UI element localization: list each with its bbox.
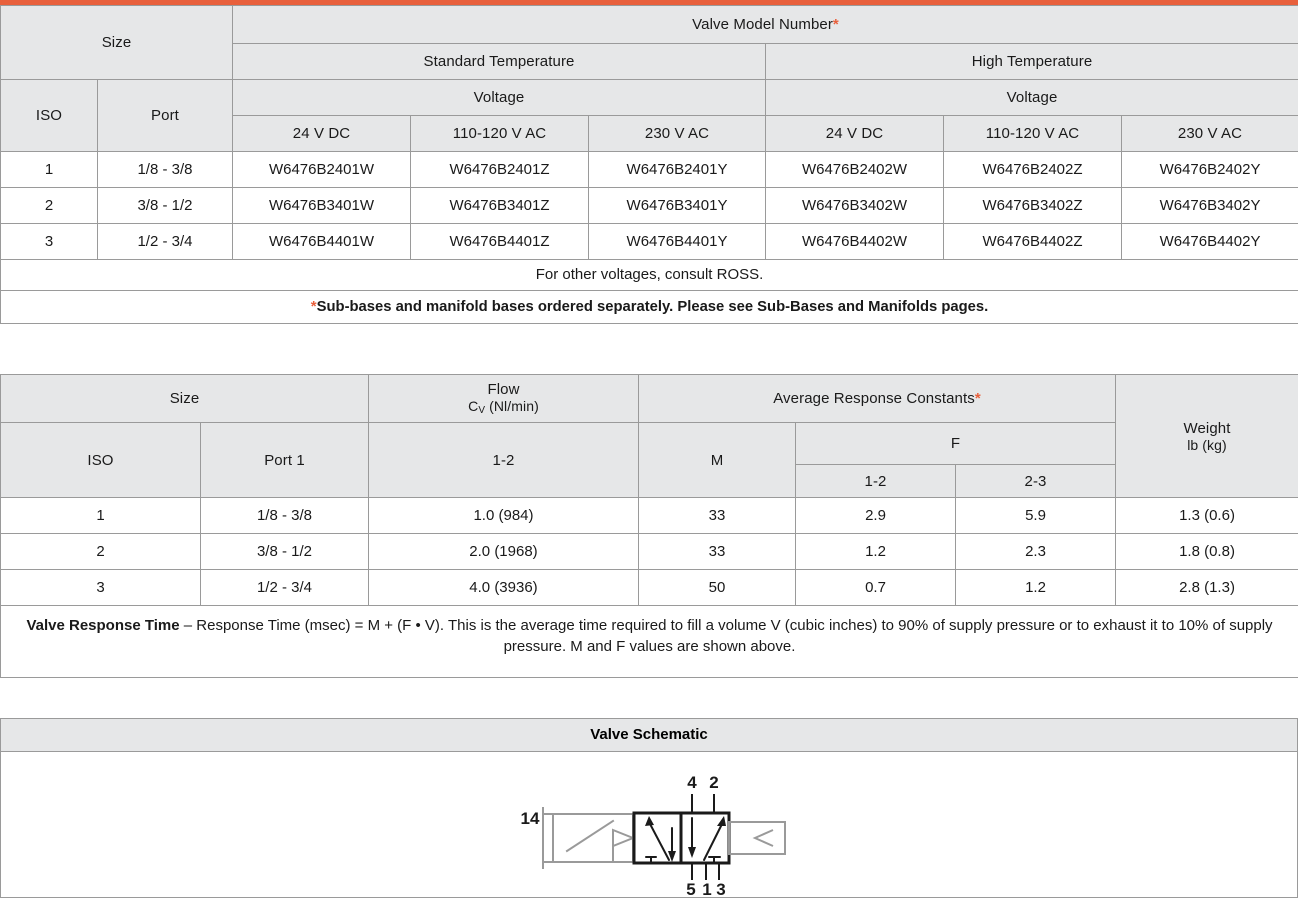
header-f-2-3: 2-3: [956, 465, 1116, 498]
table-row: [1, 534, 1298, 570]
header-flow: [369, 375, 639, 423]
header-iso: ISO: [1, 80, 98, 152]
cell-ht-24vdc: W6476B3402W: [766, 188, 944, 224]
header-standard-temperature: Standard Temperature: [233, 44, 766, 80]
cell-weight: 1.8 (0.8): [1116, 534, 1298, 570]
header-std-110vac: 110-120 V AC: [411, 116, 589, 152]
pilot-operator-box: [553, 814, 633, 862]
table-row-group-header-1: [1, 375, 1298, 423]
arrowhead-right-down: [688, 847, 696, 858]
label-port-3: 3: [716, 880, 725, 898]
flow-response-table: [0, 374, 1298, 678]
cell-iso: 3: [1, 224, 98, 260]
cell-iso: 1: [1, 498, 201, 534]
header-f-1-2: 1-2: [796, 465, 956, 498]
cell-flow-1-2: 4.0 (3936): [369, 570, 639, 606]
table-row-note-voltages: [1, 260, 1298, 291]
table-row-group-header-1: [1, 6, 1298, 44]
cell-ht-110vac: W6476B3402Z: [944, 188, 1122, 224]
table-row-group-header-2: [1, 423, 1298, 465]
cell-std-230vac: W6476B3401Y: [589, 188, 766, 224]
valve-model-number-table-wrap: [0, 5, 1298, 324]
cell-iso: 3: [1, 570, 201, 606]
note-sub-bases: [1, 291, 1298, 324]
valve-model-number-table: [0, 5, 1298, 324]
note-star-icon: *: [311, 298, 317, 315]
cell-m: 50: [639, 570, 796, 606]
header-ht-110vac: 110-120 V AC: [944, 116, 1122, 152]
cell-iso: 1: [1, 152, 98, 188]
cell-ht-110vac: W6476B2402Z: [944, 152, 1122, 188]
cell-std-230vac: W6476B2401Y: [589, 152, 766, 188]
cell-std-110vac: W6476B4401Z: [411, 224, 589, 260]
label-port-1: 1: [702, 880, 711, 898]
cell-std-24vdc: W6476B3401W: [233, 188, 411, 224]
cell-flow-1-2: 2.0 (1968): [369, 534, 639, 570]
cell-port-1: 1/8 - 3/8: [201, 498, 369, 534]
path-right-crossover: [704, 824, 722, 860]
cell-m: 33: [639, 534, 796, 570]
valve-schematic-diagram: [1, 752, 1298, 898]
arrowhead-left-crossover: [645, 816, 654, 826]
valve-schematic-drawing-area: [1, 752, 1297, 917]
header-arc-star: *: [975, 390, 981, 407]
cell-std-24vdc: W6476B2401W: [233, 152, 411, 188]
header-flow-line2: $C_V$ (Nl/min): [369, 398, 638, 416]
label-port-2: 2: [709, 773, 718, 792]
cell-ht-24vdc: W6476B2402W: [766, 152, 944, 188]
cell-ht-230vac: W6476B2402Y: [1122, 152, 1298, 188]
cell-weight: 1.3 (0.6): [1116, 498, 1298, 534]
cell-m: 33: [639, 498, 796, 534]
header-flow-line1: Flow: [369, 381, 638, 398]
header-weight-line2: lb (kg): [1116, 437, 1298, 453]
valve-schematic-title: Valve Schematic: [1, 719, 1297, 752]
path-left-crossover: [649, 822, 669, 860]
cell-ht-110vac: W6476B4402Z: [944, 224, 1122, 260]
label-port-5: 5: [686, 880, 695, 898]
header-valve-model-number: [233, 6, 1298, 44]
cell-ht-230vac: W6476B4402Y: [1122, 224, 1298, 260]
cell-iso: 2: [1, 188, 98, 224]
table-row-group-header-3: [1, 80, 1298, 116]
cell-f-1-2: 1.2: [796, 534, 956, 570]
pilot-air-arrow: [613, 830, 633, 846]
header-std-230vac: 230 V AC: [589, 116, 766, 152]
arrowhead-right-crossover: [717, 816, 726, 826]
header-port: Port: [98, 80, 233, 152]
note-sub-bases-text: Sub-bases and manifold bases ordered separately. Please see Sub-Bases and Manifolds pages.: [317, 299, 989, 315]
header-voltage-high: Voltage: [766, 80, 1298, 116]
cell-weight: 2.8 (1.3): [1116, 570, 1298, 606]
header-f: F: [796, 423, 1116, 465]
cell-std-110vac: W6476B2401Z: [411, 152, 589, 188]
table-row: [1, 498, 1298, 534]
header-iso: ISO: [1, 423, 201, 498]
cell-ht-24vdc: W6476B4402W: [766, 224, 944, 260]
cell-f-2-3: 5.9: [956, 498, 1116, 534]
cell-std-230vac: W6476B4401Y: [589, 224, 766, 260]
table-row-note-star: [1, 291, 1298, 324]
cell-ht-230vac: W6476B3402Y: [1122, 188, 1298, 224]
table-row: [1, 224, 1298, 260]
cell-f-1-2: 2.9: [796, 498, 956, 534]
cell-std-110vac: W6476B3401Z: [411, 188, 589, 224]
cell-port: 1/2 - 3/4: [98, 224, 233, 260]
header-high-temperature: High Temperature: [766, 44, 1298, 80]
header-weight: [1116, 375, 1298, 498]
cell-port: 3/8 - 1/2: [98, 188, 233, 224]
note-response-title: Valve Response Time: [26, 617, 179, 634]
header-valve-model-number-label: Valve Model Number: [692, 16, 833, 33]
cell-f-2-3: 2.3: [956, 534, 1116, 570]
header-voltage-standard: Voltage: [233, 80, 766, 116]
table-row: [1, 152, 1298, 188]
header-m: M: [639, 423, 796, 498]
header-size: Size: [1, 6, 233, 80]
cell-f-1-2: 0.7: [796, 570, 956, 606]
header-std-24vdc: 24 V DC: [233, 116, 411, 152]
header-arc-label: Average Response Constants: [773, 390, 975, 407]
note-response-body: – Response Time (msec) = M + (F • V). This is the average time required to fill a volume V (cubic inches) to 90% of supply pressure or to exhaust it to 10% of supply pressure. M and F values are shown above.: [180, 617, 1273, 655]
solenoid-slash: [567, 821, 613, 851]
header-size: Size: [1, 375, 369, 423]
table-row: [1, 570, 1298, 606]
note-valve-response-time: [1, 606, 1298, 678]
valve-schematic-panel: [0, 718, 1298, 898]
header-average-response-constants: [639, 375, 1116, 423]
cell-port-1: 1/2 - 3/4: [201, 570, 369, 606]
header-flow-1-2: 1-2: [369, 423, 639, 498]
cell-std-24vdc: W6476B4401W: [233, 224, 411, 260]
header-valve-model-number-star: *: [833, 16, 839, 33]
note-other-voltages: For other voltages, consult ROSS.: [1, 260, 1298, 291]
cell-iso: 2: [1, 534, 201, 570]
cell-port: 1/8 - 3/8: [98, 152, 233, 188]
label-port-4: 4: [687, 773, 697, 792]
table-row: [1, 188, 1298, 224]
cell-flow-1-2: 1.0 (984): [369, 498, 639, 534]
flow-response-table-wrap: [0, 374, 1298, 678]
table-row-response-note: [1, 606, 1298, 678]
header-ht-230vac: 230 V AC: [1122, 116, 1298, 152]
return-air-arrow: [755, 830, 773, 846]
header-ht-24vdc: 24 V DC: [766, 116, 944, 152]
header-weight-line1: Weight: [1116, 420, 1298, 437]
label-pilot-14: 14: [521, 809, 540, 828]
cell-f-2-3: 1.2: [956, 570, 1116, 606]
header-port-1: Port 1: [201, 423, 369, 498]
cell-port-1: 3/8 - 1/2: [201, 534, 369, 570]
